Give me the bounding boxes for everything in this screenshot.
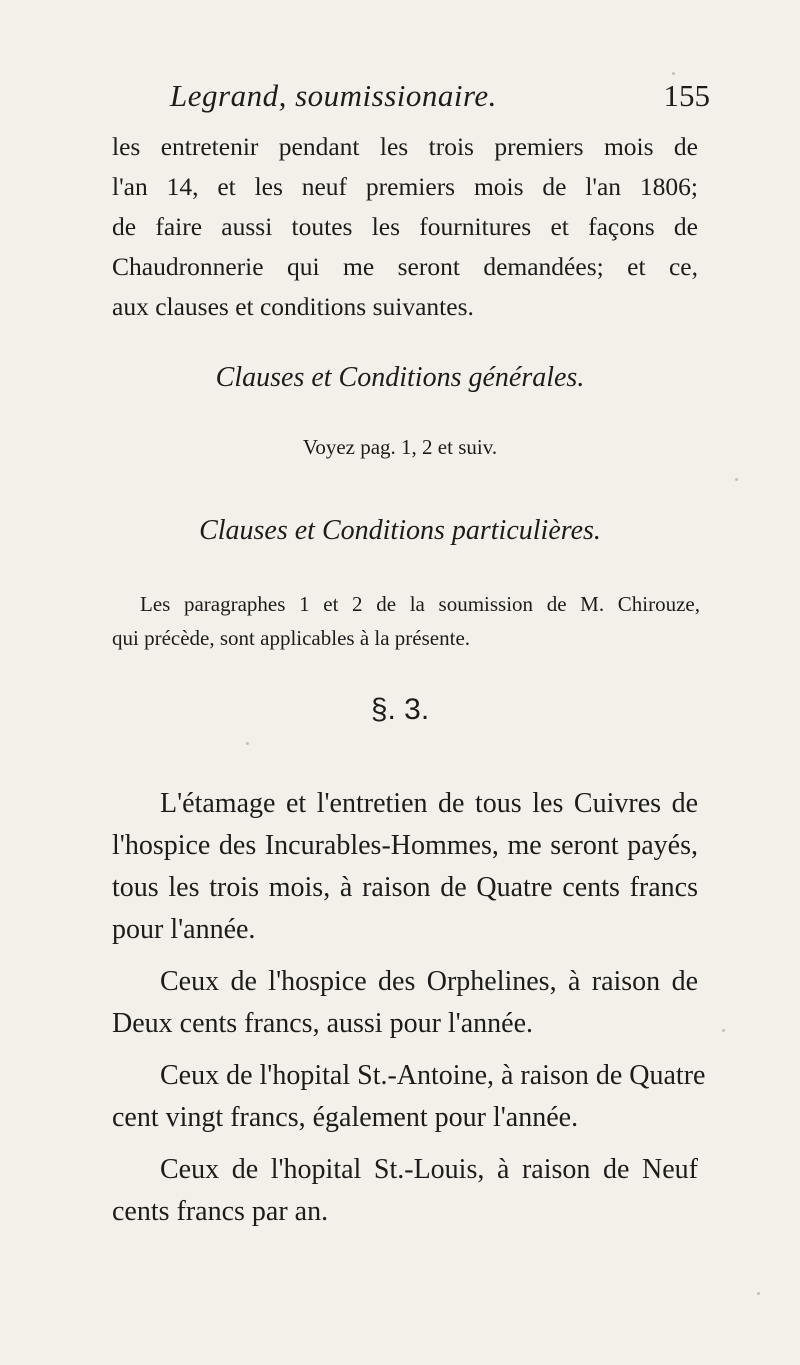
paper-speck (672, 72, 675, 75)
paragraph-line: L'étamage et l'entretien de tous les Cuivres de (160, 788, 698, 819)
paragraph-line: l'hospice des Incurables-Hommes, me seront payés, (112, 830, 698, 861)
intro-line: Chaudronnerie qui me seront demandées; et ce, (112, 252, 698, 281)
general-clauses-reference: Voyez pag. 1, 2 et suiv. (302, 435, 498, 459)
running-title: Legrand, soumissionaire. (170, 78, 497, 113)
section-mark: §. 3. (370, 693, 430, 726)
particular-clauses-line: Les paragraphes 1 et 2 de la soumission de M. Chirouze, (140, 592, 700, 616)
paragraph-line: cent vingt francs, également pour l'année. (112, 1102, 579, 1133)
paragraph-line: pour l'année. (112, 914, 256, 945)
general-clauses-heading: Clauses et Conditions générales. (215, 362, 585, 393)
paragraph-line: tous les trois mois, à raison de Quatre cents francs (112, 872, 698, 903)
particular-clauses-heading: Clauses et Conditions particulières. (199, 515, 601, 546)
page-number: 155 (663, 78, 710, 113)
paragraph-line: Ceux de l'hopital St.-Louis, à raison de Neuf (160, 1154, 698, 1185)
intro-line: de faire aussi toutes les fournitures et façons de (112, 212, 698, 241)
running-head (170, 78, 710, 118)
paragraph-line: cents francs par an. (112, 1196, 329, 1227)
paragraph-line: Ceux de l'hopital St.-Antoine, à raison de Quatre (160, 1060, 706, 1091)
intro-line: aux clauses et conditions suivantes. (112, 292, 474, 321)
intro-line: l'an 14, et les neuf premiers mois de l'an 1806; (112, 172, 698, 201)
paper-speck (735, 478, 738, 481)
paper-speck (246, 742, 249, 745)
particular-clauses-line: qui précède, sont applicables à la présente. (112, 626, 471, 650)
paragraph-line: Ceux de l'hospice des Orphelines, à raison de (160, 966, 698, 997)
intro-line: les entretenir pendant les trois premiers mois de (112, 132, 698, 161)
paragraph-line: Deux cents francs, aussi pour l'année. (112, 1008, 534, 1039)
paper-speck (757, 1292, 760, 1295)
paper-speck (722, 1029, 725, 1032)
